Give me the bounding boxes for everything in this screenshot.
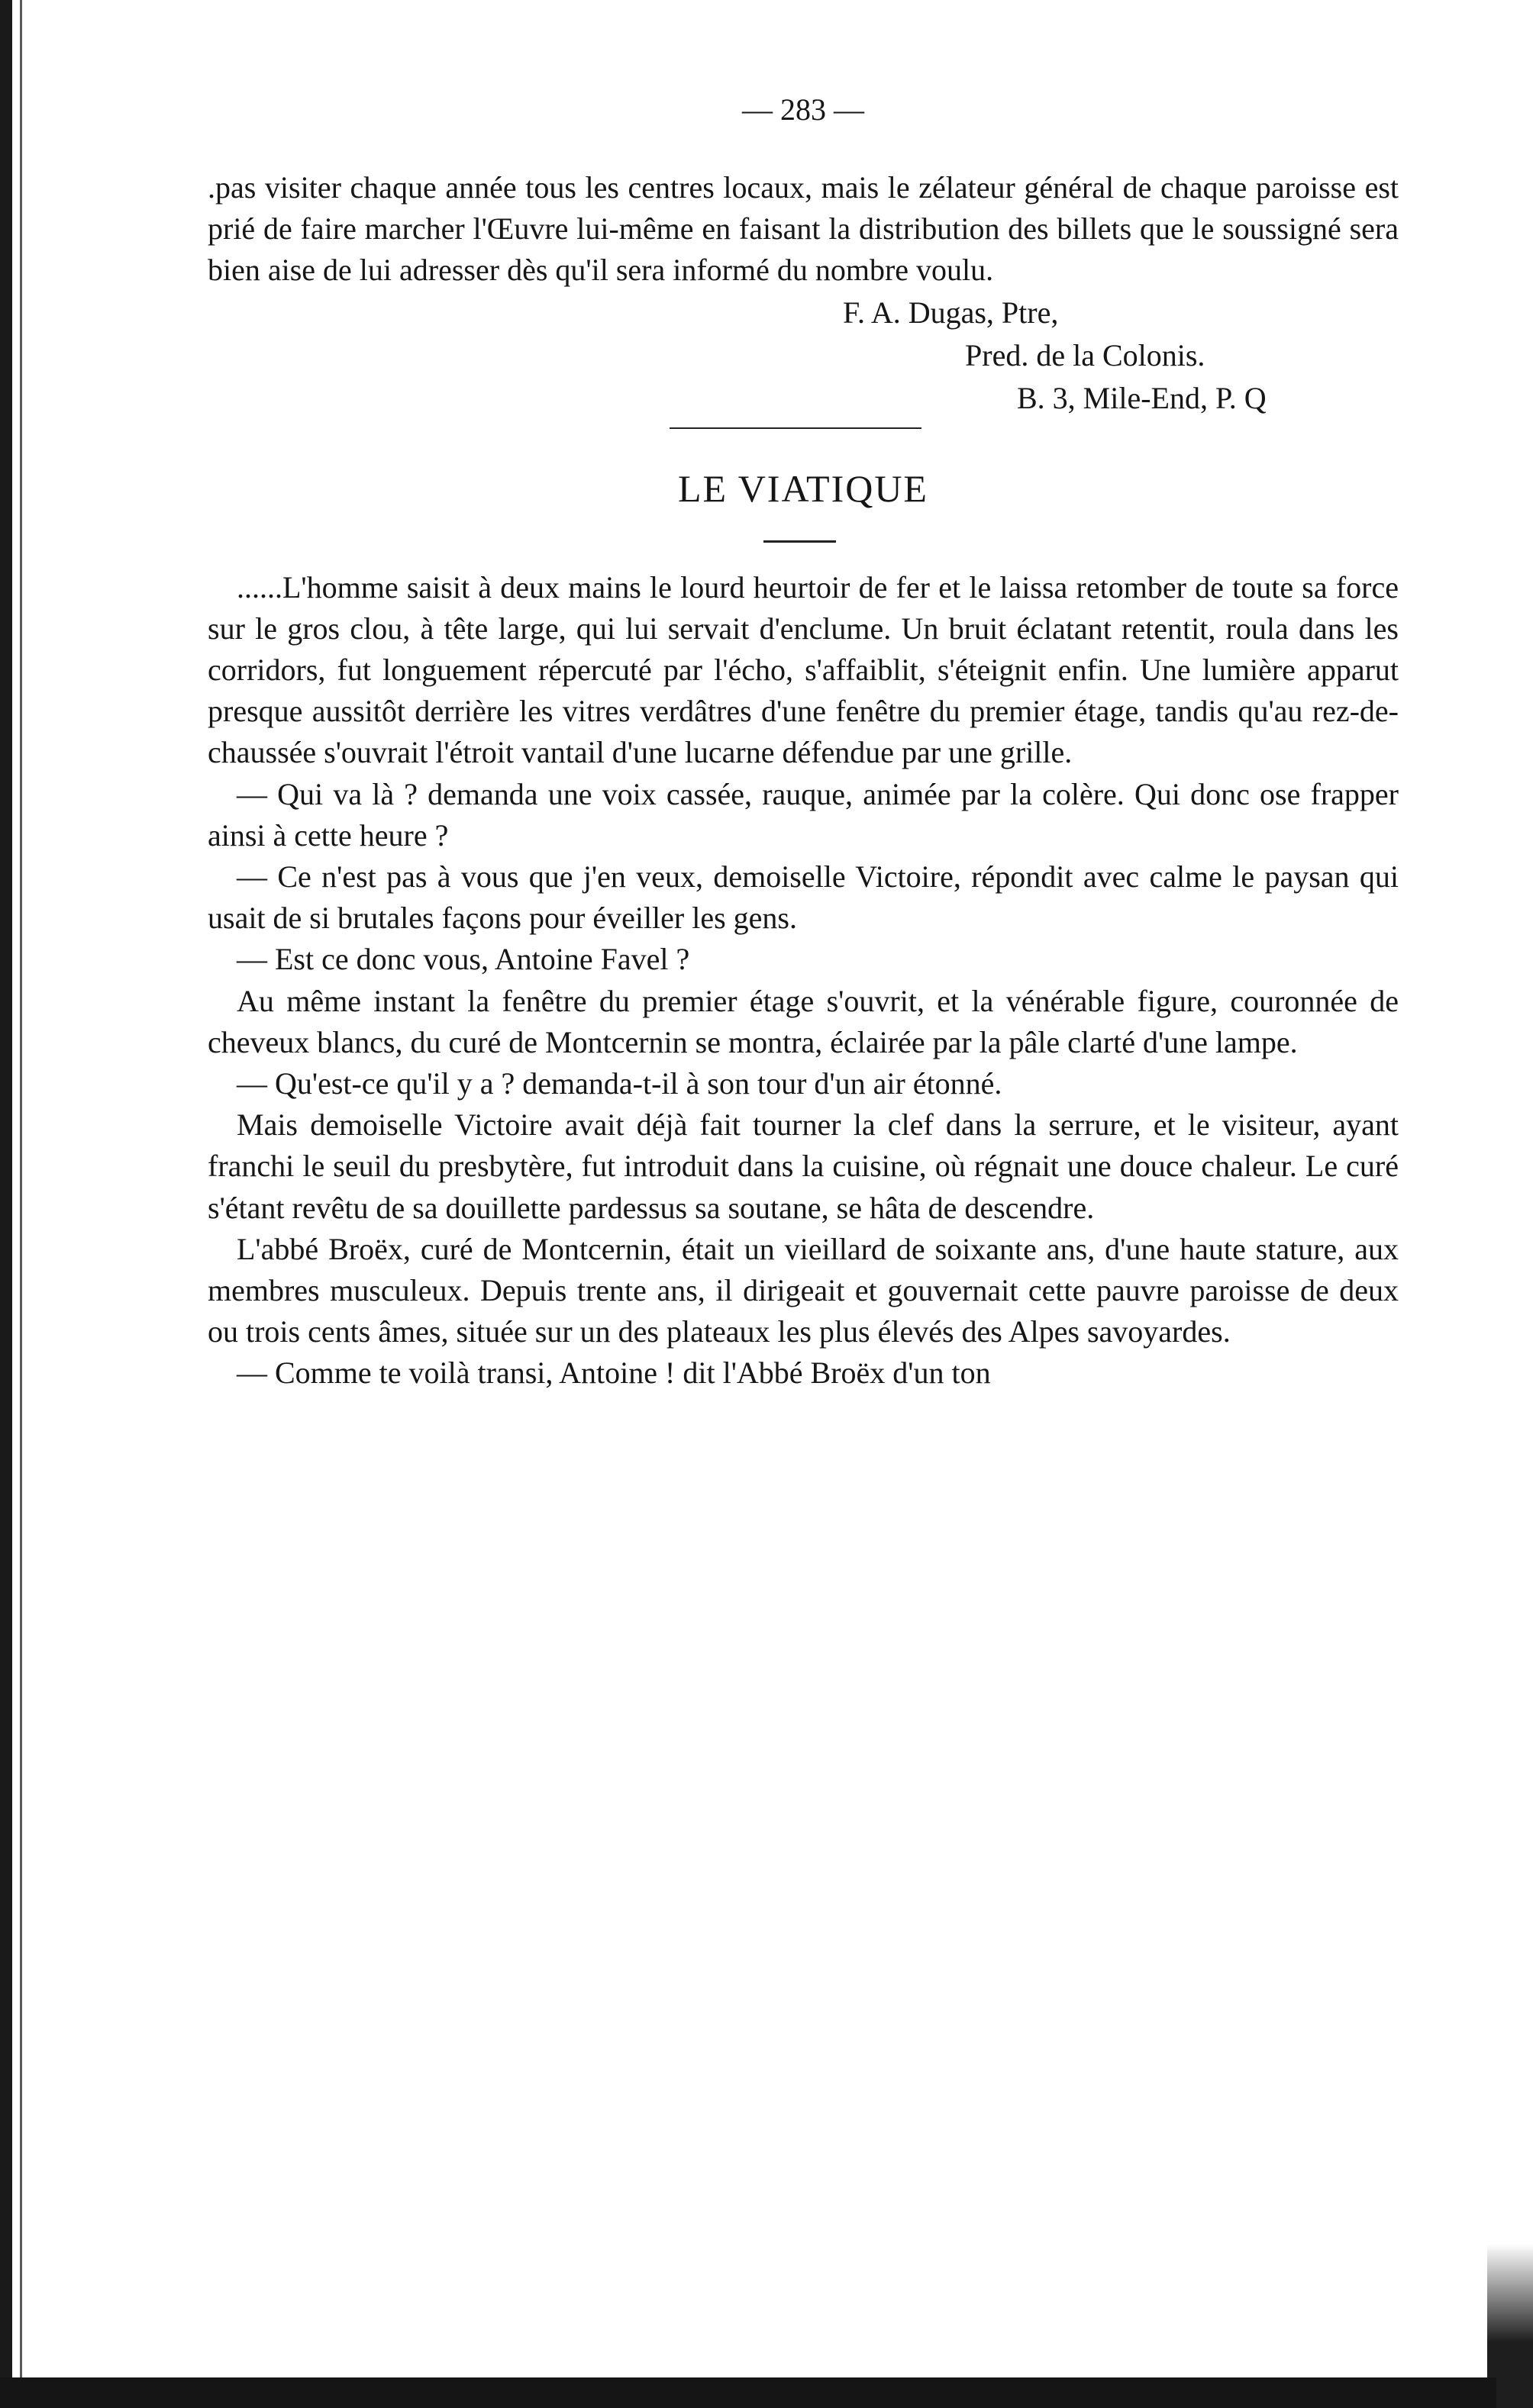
signature-role: Pred. de la Colonis. bbox=[965, 337, 1205, 372]
body-paragraph: Mais demoiselle Victoire avait déjà fait tourner la clef dans la serrure, et le visiteur, ayant franchi le seuil du presbytère, fut introduit dans la cuisine, où régnait une douce chaleur. Le curé s'étant revêtu de sa douillette pardessus sa soutane, se hâta de descendre. bbox=[208, 1107, 1399, 1225]
page-number: — 283 — bbox=[742, 92, 864, 127]
section-divider bbox=[670, 427, 921, 429]
book-page bbox=[208, 92, 1399, 1394]
scan-edge-bottom bbox=[0, 2377, 1496, 2408]
dialogue-paragraph: — Qui va là ? demanda une voix cassée, rauque, animée par la colère. Qui donc ose frapper ainsi à cette heure ? bbox=[208, 776, 1399, 853]
body-paragraph: L'abbé Broëx, curé de Montcernin, était un vieillard de soixante ans, d'une haute stature, aux membres musculeux. Depuis trente ans, il dirigeait et gouvernait cette pauvre paroisse de deux ou trois cents âmes, située sur un des plateaux les plus élevés des Alpes savoyardes. bbox=[208, 1231, 1399, 1349]
body-paragraph: ......L'homme saisit à deux mains le lourd heurtoir de fer et le laissa retomber de toute sa force sur le gros clou, à tête large, qui lui servait d'enclume. Un bruit éclatant retentit, roula dans les corridors, fut longuement répercuté par l'écho, s'affaiblit, s'éteignit enfin. Une lumière apparut presque aussitôt derrière les vitres verdâtres d'une fenêtre du premier étage, tandis qu'au rez-de-chaussée s'ouvrait l'étroit vantail d'une lucarne défendue par une grille. bbox=[208, 569, 1399, 770]
dialogue-paragraph: — Est ce donc vous, Antoine Favel ? bbox=[237, 942, 690, 977]
dialogue-paragraph: — Qu'est-ce qu'il y a ? demanda-t-il à son tour d'un air étonné. bbox=[237, 1066, 1002, 1101]
scan-edge-line bbox=[20, 0, 22, 2408]
title-rule bbox=[763, 540, 836, 543]
signature-name: F. A. Dugas, Ptre, bbox=[843, 295, 1059, 330]
signature-address: B. 3, Mile-End, P. Q bbox=[1017, 380, 1267, 415]
body-paragraph: Au même instant la fenêtre du premier étage s'ouvrit, et la vénérable figure, couronnée de cheveux blancs, du curé de Montcernin se montra, éclairée par la pâle clarté d'une lampe. bbox=[208, 983, 1399, 1059]
dialogue-paragraph: — Ce n'est pas à vous que j'en veux, demoiselle Victoire, répondit avec calme le paysan qui usait de si brutales façons pour éveiller les gens. bbox=[208, 859, 1399, 936]
dialogue-paragraph: — Comme te voilà transi, Antoine ! dit l'Abbé Broëx d'un ton bbox=[237, 1356, 991, 1391]
section-title: LE VIATIQUE bbox=[678, 466, 928, 510]
scan-edge-left bbox=[0, 0, 12, 2408]
intro-paragraph: .pas visiter chaque année tous les centres locaux, mais le zélateur général de chaque paroisse est prié de faire marcher l'Œuvre lui-même en faisant la distribution des billets que le soussigné sera bien aise de lui adresser dès qu'il sera informé du nombre voulu. bbox=[208, 170, 1399, 288]
